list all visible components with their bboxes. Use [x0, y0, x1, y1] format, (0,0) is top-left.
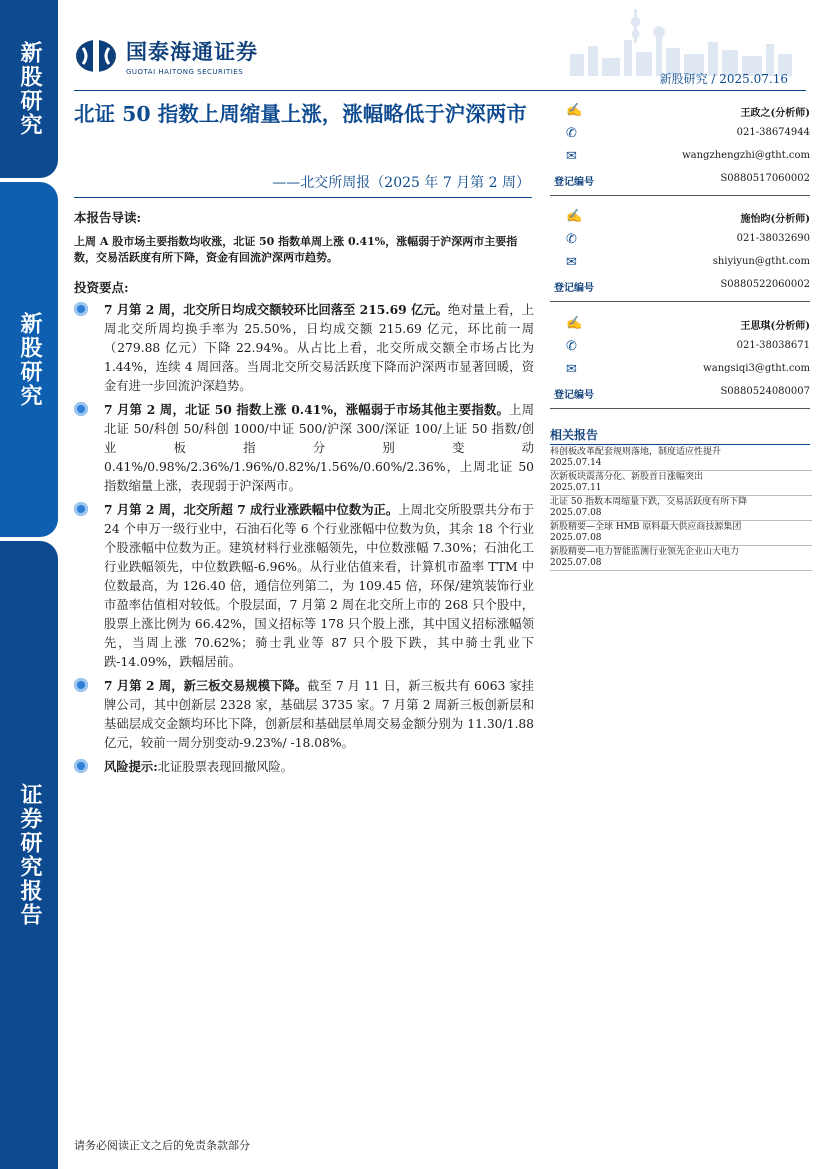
phone-icon: ✆: [566, 232, 577, 247]
related-report-title: 次新板块震荡分化、新股首日涨幅突出: [550, 472, 704, 482]
related-report-item[interactable]: [550, 496, 812, 521]
related-report-date: 2025.07.14: [550, 458, 602, 468]
analyst-email: shiyiyun@gtht.com: [712, 256, 810, 267]
analyst-phone: 021-38032690: [736, 233, 810, 244]
related-report-date: 2025.07.08: [550, 508, 602, 518]
email-icon: ✉: [566, 149, 577, 164]
related-report-date: 2025.07.11: [550, 483, 602, 493]
side-tab-3: [0, 541, 58, 1169]
list-item: [74, 757, 534, 777]
related-report-item[interactable]: [550, 521, 812, 546]
list-item: [74, 676, 534, 753]
related-report-date: 2025.07.08: [550, 558, 602, 568]
bullet-icon: [74, 678, 88, 692]
analyst-name: 施怡昀(分析师): [740, 214, 810, 225]
point-headline: 风险提示:: [104, 759, 158, 774]
side-tab-label: 新股研究: [17, 41, 42, 137]
bullet-icon: [74, 502, 88, 516]
related-report-date: 2025.07.08: [550, 533, 602, 543]
registration-label: 登记编号: [554, 177, 594, 188]
analyst-divider: [550, 408, 810, 409]
analyst-name: 王政之(分析师): [740, 108, 810, 119]
related-report-title: 新股精要—全球 HMB 原料最大供应商技源集团: [550, 522, 742, 532]
point-body: 截至 7 月 11 日，新三板共有 6063 家挂牌公司，其中创新层 2328 家，基础层 3735 家。7 月第 2 周新三板创新层和基础层成交金额均环比下降，创新层和基础层单周交易金额分别为 11.30/1.88 亿元，较前一周分别变动-9.23%/ -18.08%。: [104, 679, 534, 750]
point-headline: 7 月第 2 周，北交所日均成交额较环比回落至 215.69 亿元。: [104, 302, 448, 317]
point-headline: 7 月第 2 周，新三板交易规模下降。: [104, 678, 308, 693]
related-divider: [550, 444, 810, 445]
point-body: 绝对量上看，上周北交所周均换手率为 25.50%，日均成交额 215.69 亿元，环比前一周（279.88 亿元）下降 22.94%。从占比上看，北交所成交额全市场占比为 1.44%，连续 4 周回落。当周北交所交易活跃度下降而沪深两市显著回暖，资金有进一步回流沪深趋势。: [104, 303, 534, 393]
points-heading: 投资要点:: [74, 280, 129, 295]
point-headline: 7 月第 2 周，北证 50 指数上涨 0.41%，涨幅弱于市场其他主要指数。: [104, 402, 510, 417]
list-item: [74, 400, 534, 496]
analyst-divider: [550, 301, 810, 302]
analyst-divider: [550, 195, 810, 196]
point-body: 上周北证 50/科创 50/科创 1000/中证 500/沪深 300/深证 100/上证 50 指数/创业板指分别变动 0.41%/0.98%/2.36%/1.96%/0.82%/1.56%/0.60%/2.36%，上周北证 50 指数缩量上涨，表现弱于沪深两市。: [104, 403, 534, 493]
related-report-item[interactable]: [550, 471, 812, 496]
bullet-icon: [74, 402, 88, 416]
related-report-item[interactable]: [550, 546, 812, 571]
analyst-phone: 021-38038671: [736, 340, 810, 351]
analyst-email: wangsiqi3@gtht.com: [703, 363, 810, 374]
title-divider: [74, 197, 532, 198]
header-divider: [74, 90, 806, 91]
list-item: [74, 500, 534, 672]
related-reports-list: [550, 446, 812, 571]
side-tab-label: 证券研究报告: [17, 783, 42, 927]
side-tab-2: [0, 182, 58, 537]
person-icon: ✍: [566, 103, 583, 118]
brand-name-cn: 国泰海通证券: [126, 40, 258, 64]
disclaimer-footer: 请务必阅读正文之后的免责条款部分: [74, 1139, 250, 1152]
brand-name-en: GUOTAI HAITONG SECURITIES: [126, 68, 244, 76]
person-icon: ✍: [566, 209, 583, 224]
investment-points: [74, 300, 534, 777]
point-body: 北证股票表现回撤风险。: [157, 760, 294, 774]
email-icon: ✉: [566, 255, 577, 270]
related-report-title: 北证 50 指数本周缩量下跌，交易活跃度有所下降: [550, 497, 748, 507]
analyst-card: [550, 101, 810, 193]
registration-number: S0880522060002: [720, 279, 810, 290]
analyst-phone: 021-38674944: [736, 127, 810, 138]
related-report-title: 新股精要—电力智能监测行业领先企业山大电力: [550, 547, 740, 557]
report-title: 北证 50 指数上周缩量上涨，涨幅略低于沪深两市: [74, 102, 527, 126]
email-icon: ✉: [566, 362, 577, 377]
side-tab-label: 新股研究: [17, 311, 42, 408]
analyst-card: [550, 314, 810, 406]
analyst-card: [550, 207, 810, 299]
bullet-icon: [74, 759, 88, 773]
registration-label: 登记编号: [554, 390, 594, 401]
report-subtitle: ——北交所周报（2025 年 7 月第 2 周）: [272, 175, 530, 191]
analyst-name: 王思琪(分析师): [740, 321, 810, 332]
header-category-date: 新股研究 / 2025.07.16: [659, 72, 788, 86]
registration-number: S0880517060002: [720, 173, 810, 184]
phone-icon: ✆: [566, 126, 577, 141]
guide-heading: 本报告导读:: [74, 210, 142, 225]
registration-label: 登记编号: [554, 283, 594, 294]
point-headline: 7 月第 2 周，北交所超 7 成行业涨跌幅中位数为正。: [104, 502, 399, 517]
analyst-email: wangzhengzhi@gtht.com: [682, 150, 810, 161]
phone-icon: ✆: [566, 339, 577, 354]
point-body: 上周北交所股票共分布于 24 个申万一级行业中，石油石化等 6 个行业涨幅中位数为负，其余 18 个行业个股涨幅中位数为正。建筑材料行业涨幅领先，中位数涨幅 7.30%；石油化工行业跌幅领先，中位数跌幅-6.96%。从行业估值来看，计算机市盈率 TTM 中位数最高，为 126.40 倍，通信位列第二，为 109.45 倍，环保/建筑装饰行业市盈率估值相对较低。个股层面，7 月第 2 周在北交所上市的 268 只个股中，股票上涨比例为 66.42%，国义招标等 178 只个股上涨，其中国义招标涨幅领先，当周上涨 70.62%；骑士乳业等 87 只个股下跌，其中骑士乳业下跌-14.09%，跌幅居前。: [104, 503, 534, 669]
side-tab-1: [0, 0, 58, 178]
list-item: [74, 300, 534, 396]
brand-mark-icon: [74, 38, 118, 74]
person-icon: ✍: [566, 316, 583, 331]
related-report-title: 科创板改革配套规则落地，制度适应性提升: [550, 447, 722, 457]
registration-number: S0880524080007: [720, 386, 810, 397]
related-reports-heading: 相关报告: [550, 428, 599, 442]
guide-text: 上周 A 股市场主要指数均收涨，北证 50 指数单周上涨 0.41%，涨幅弱于沪深两市主要指数，交易活跃度有所下降，资金有回流沪深两市趋势。: [74, 235, 518, 264]
skyline-decoration-icon: [560, 4, 800, 76]
related-report-item[interactable]: [550, 446, 812, 471]
bullet-icon: [74, 302, 88, 316]
brand-logo: [74, 36, 258, 76]
